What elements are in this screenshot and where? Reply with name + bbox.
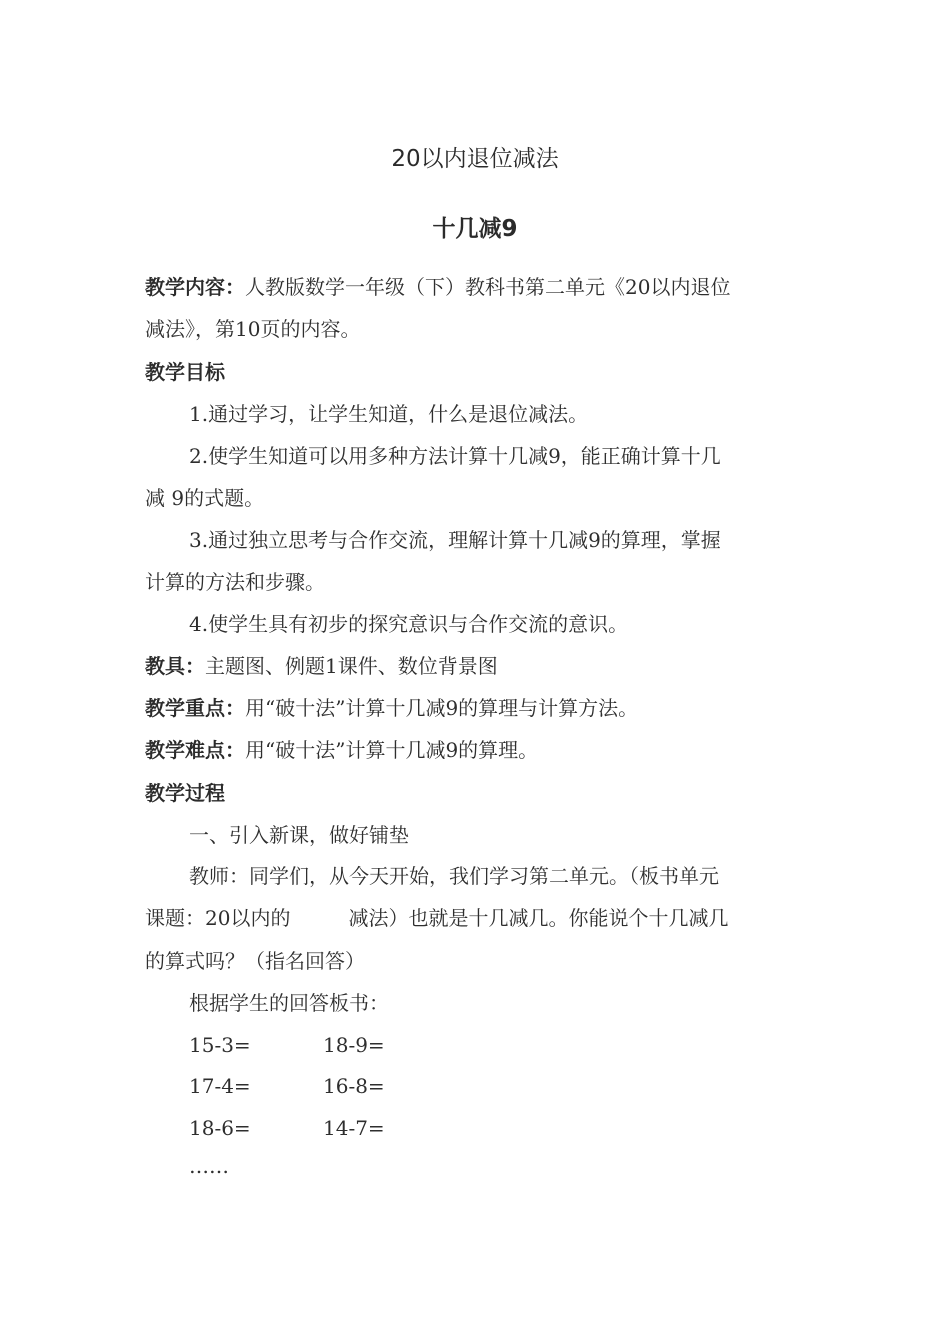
key-point-line <box>145 693 638 723</box>
equation-row <box>189 1113 489 1143</box>
equation: 15-3= <box>189 1033 251 1057</box>
ellipsis: …… <box>189 1154 229 1178</box>
content-text-1: 人教版数学一年级（下）教科书第二单元《20以内退位 <box>245 275 731 299</box>
tools-line <box>145 651 498 681</box>
teacher-line-2b: 减法）也就是十几减几。你能说个十几减几 <box>348 906 729 930</box>
process-heading: 教学过程 <box>145 781 225 805</box>
board-intro: 根据学生的回答板书： <box>189 991 389 1015</box>
goal-1: 1.通过学习，让学生知道，什么是退位减法。 <box>189 402 589 426</box>
difficulty-label: 教学难点： <box>145 738 245 762</box>
equation-row <box>189 1071 489 1101</box>
tools-text: 主题图、例题1课件、数位背景图 <box>205 654 498 678</box>
content-label: 教学内容： <box>145 275 245 299</box>
equation-row <box>189 1030 489 1060</box>
teacher-line-2 <box>145 903 728 933</box>
goal-2-line-1: 2.使学生知道可以用多种方法计算十几减9，能正确计算十几 <box>189 444 721 468</box>
goal-3-line-2: 计算的方法和步骤。 <box>145 570 325 594</box>
lesson-title: 十几减9 <box>432 216 518 242</box>
process-step-1: 一、引入新课，做好铺垫 <box>189 823 409 847</box>
equation: 16-8= <box>323 1074 385 1098</box>
equation: 18-6= <box>189 1116 251 1140</box>
key-point-text: 用“破十法”计算十几减9的算理与计算方法。 <box>245 696 639 720</box>
goal-2-line-2: 减 9的式题。 <box>145 486 265 510</box>
goals-heading: 教学目标 <box>145 360 225 384</box>
content-line-1 <box>145 272 730 302</box>
teacher-line-3: 的算式吗？（指名回答） <box>145 949 365 973</box>
goal-4: 4.使学生具有初步的探究意识与合作交流的意识。 <box>189 612 629 636</box>
equation: 14-7= <box>323 1116 385 1140</box>
tools-label: 教具： <box>145 654 205 678</box>
equation: 18-9= <box>323 1033 385 1057</box>
document-title: 20以内退位减法 <box>391 146 559 172</box>
teacher-line-1: 教师：同学们，从今天开始，我们学习第二单元。（板书单元 <box>189 864 719 888</box>
goal-3-line-1: 3.通过独立思考与合作交流，理解计算十几减9的算理，掌握 <box>189 528 721 552</box>
equation: 17-4= <box>189 1074 251 1098</box>
key-point-label: 教学重点： <box>145 696 245 720</box>
content-line-2: 减法》，第10页的内容。 <box>145 317 361 341</box>
difficulty-text: 用“破十法”计算十几减9的算理。 <box>245 738 539 762</box>
teacher-line-2a: 课题：20以内的 <box>145 906 291 930</box>
difficulty-line <box>145 735 538 765</box>
